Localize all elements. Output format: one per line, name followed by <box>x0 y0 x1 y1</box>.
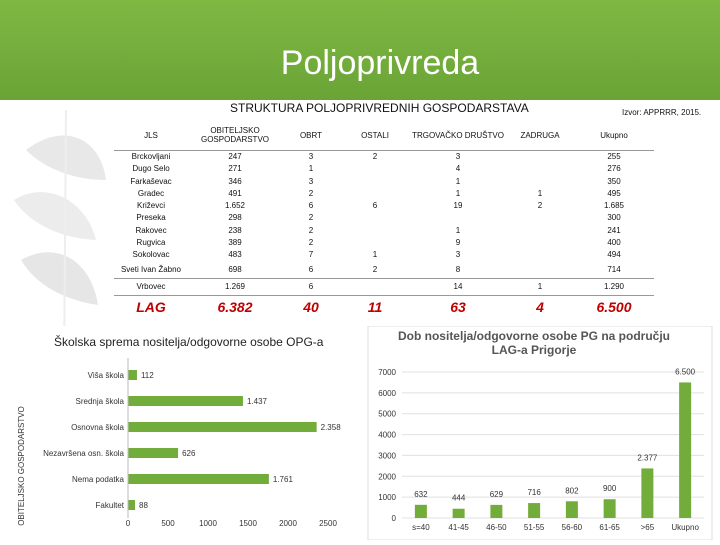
table-cell: 491 <box>228 188 242 198</box>
table-cell <box>506 163 574 175</box>
table-cell: 238 <box>228 225 242 235</box>
table-cell: 255 <box>607 152 621 161</box>
table-cell <box>340 176 410 188</box>
cell-jls: Dugo Selo <box>132 164 170 174</box>
category-label: 41-45 <box>448 523 469 532</box>
data-label: 632 <box>414 489 428 499</box>
table-cell: 1 <box>537 188 543 198</box>
table-row <box>114 200 654 212</box>
tick-label: 500 <box>161 519 175 528</box>
header-jls: JLS <box>114 120 188 151</box>
table-cell <box>340 278 410 295</box>
tick-label: 6000 <box>378 388 396 398</box>
table-cell <box>340 188 410 200</box>
cell-jls: Vrbovec <box>114 278 188 295</box>
category-label: Nezavršena osn. škola <box>43 449 124 458</box>
table-cell: 1 <box>308 164 314 174</box>
bar <box>604 499 616 518</box>
data-label: 444 <box>451 493 466 503</box>
table-cell: 6 <box>372 201 378 211</box>
table-cell <box>506 212 574 224</box>
bar <box>679 382 691 518</box>
total-cell: 6.382 <box>217 298 253 315</box>
table-cell: 241 <box>607 225 621 235</box>
table-cell: 3 <box>455 250 461 260</box>
table-cell: 6 <box>282 278 340 295</box>
table-cell: 271 <box>228 164 242 174</box>
category-label: Viša škola <box>87 371 124 380</box>
tick-label: 2500 <box>319 519 337 528</box>
chart-background <box>8 326 364 540</box>
total-cell: 63 <box>450 298 466 315</box>
header-obrt: OBRT <box>282 120 340 151</box>
table-cell <box>506 176 574 188</box>
structure-table-title: STRUKTURA POLJOPRIVREDNIH GOSPODARSTAVA <box>230 101 529 115</box>
tick-label: 1000 <box>199 519 217 528</box>
cell-jls: Farkaševac <box>130 176 172 186</box>
table-cell <box>506 237 574 249</box>
data-label: 1.437 <box>246 397 267 406</box>
table-cell: 1 <box>372 250 378 260</box>
data-label: 88 <box>139 501 148 510</box>
bar <box>128 474 269 484</box>
data-label: 2.358 <box>320 423 341 432</box>
table-cell: 714 <box>574 262 654 279</box>
bar <box>128 396 243 406</box>
header-ostali: OSTALI <box>340 120 410 151</box>
table-cell <box>340 237 410 249</box>
tick-label: 0 <box>125 519 131 528</box>
tick-label: 1500 <box>239 519 257 528</box>
table-cell: 7 <box>308 250 314 260</box>
total-cell: 11 <box>367 298 383 315</box>
data-label: 1.761 <box>272 475 293 484</box>
table-cell: 2 <box>372 152 378 161</box>
category-label: Nema podatka <box>71 475 124 484</box>
tick-label: 4000 <box>378 430 396 440</box>
table-cell: 1.685 <box>603 201 625 211</box>
table-cell <box>340 163 410 175</box>
bar <box>128 370 137 380</box>
bar <box>128 448 178 458</box>
table-cell <box>506 151 574 164</box>
chart-title-line2: LAG-a Prigorje <box>491 343 577 357</box>
chart-title: Dob nositelja/odgovorne osobe PG na području <box>397 329 671 343</box>
table-row <box>114 212 654 224</box>
data-label: 629 <box>489 489 504 499</box>
table-cell: 2 <box>308 188 314 198</box>
table-cell: 1.652 <box>224 201 246 211</box>
bar <box>641 468 653 518</box>
category-label: 51-55 <box>523 523 545 532</box>
table-cell <box>340 212 410 224</box>
table-cell <box>340 225 410 237</box>
header-trgovacko: TRGOVAČKO DRUŠTVO <box>410 120 506 151</box>
category-label: 46-50 <box>486 523 507 532</box>
table-total-row <box>114 295 654 318</box>
table-cell: 698 <box>188 262 282 279</box>
cell-jls: Sveti Ivan Žabno <box>114 262 188 279</box>
bar <box>566 501 578 518</box>
education-chart-svg <box>8 326 364 540</box>
table-cell <box>506 262 574 279</box>
table-cell: 400 <box>607 238 621 248</box>
slide-title: Poljoprivreda <box>280 44 480 82</box>
structure-table <box>114 120 654 318</box>
table-cell: 247 <box>228 152 242 161</box>
data-label: 900 <box>602 484 617 494</box>
category-label: >65 <box>640 523 655 532</box>
table-cell: 1 <box>506 278 574 295</box>
chart-title: Školska sprema nositelja/odgovorne osobe OPG-a <box>54 335 324 349</box>
table-cell: 389 <box>228 238 242 248</box>
total-cell: 4 <box>536 298 544 315</box>
table-cell: 1.269 <box>188 278 282 295</box>
table-cell: 1 <box>455 176 461 186</box>
category-label: Fakultet <box>95 501 124 510</box>
cell-jls: Rakovec <box>135 225 167 235</box>
table-cell: 8 <box>410 262 506 279</box>
header-zadruga: ZADRUGA <box>506 120 574 151</box>
cell-jls: Preseka <box>136 213 166 223</box>
table-row <box>114 278 654 295</box>
cell-jls: Brckovljani <box>131 152 171 161</box>
bar <box>453 509 465 518</box>
table-row <box>114 151 654 164</box>
table-cell: 6 <box>282 262 340 279</box>
cell-jls: Križevci <box>136 201 165 211</box>
table-row <box>114 237 654 249</box>
bar <box>528 503 540 518</box>
table-cell: 3 <box>455 152 461 161</box>
table-cell: 350 <box>607 176 621 186</box>
data-label: 112 <box>140 371 154 380</box>
header-ukupno: Ukupno <box>574 120 654 151</box>
data-label: 6.500 <box>675 367 696 377</box>
header-obiteljsko: OBITELJSKO GOSPODARSTVO <box>188 120 282 151</box>
category-label: 56-60 <box>561 523 583 532</box>
table-cell: 6 <box>308 201 314 211</box>
bar <box>128 422 317 432</box>
tick-label: 3000 <box>378 451 396 461</box>
table-cell: 3 <box>308 152 314 161</box>
table-cell: 276 <box>607 164 621 174</box>
cell-jls: Rugvica <box>136 238 166 248</box>
table-cell: 2 <box>308 213 314 223</box>
table-cell: 4 <box>455 164 461 174</box>
tick-label: 2000 <box>378 472 396 482</box>
table-cell: 3 <box>308 176 314 186</box>
education-chart <box>8 326 364 540</box>
table-row <box>114 249 654 261</box>
total-cell: 6.500 <box>596 298 632 315</box>
table-cell: 14 <box>410 278 506 295</box>
total-cell: LAG <box>136 298 166 315</box>
table-cell: 300 <box>607 213 621 223</box>
category-label: Ukupno <box>671 523 699 532</box>
tick-label: 0 <box>391 514 396 523</box>
table-cell: 19 <box>453 201 463 211</box>
table-cell: 483 <box>228 250 242 260</box>
table-cell: 2 <box>308 238 314 248</box>
data-label: 802 <box>565 486 579 496</box>
category-label: Srednja škola <box>75 397 124 406</box>
tick-label: 5000 <box>378 409 396 419</box>
bar <box>415 505 427 518</box>
table-cell: 494 <box>607 250 621 260</box>
tick-label: 2000 <box>279 519 297 528</box>
cell-jls: Gradec <box>137 188 165 198</box>
tick-label: 7000 <box>378 368 396 377</box>
bar <box>490 505 502 518</box>
category-label: Osnovna škola <box>71 423 124 432</box>
data-label: 626 <box>182 449 196 458</box>
table-cell: 298 <box>228 213 242 223</box>
table-cell: 2 <box>340 262 410 279</box>
table-cell: 1 <box>455 225 461 235</box>
table-cell: 9 <box>455 238 461 248</box>
table-row <box>114 163 654 175</box>
table-cell: 346 <box>228 176 242 186</box>
table-header-row <box>114 120 654 151</box>
table-row <box>114 176 654 188</box>
source-note: Izvor: APPRRR, 2015. <box>622 108 702 117</box>
cell-jls: Sokolovac <box>132 250 170 260</box>
table-cell <box>506 225 574 237</box>
category-label: s=40 <box>412 523 430 532</box>
table-row <box>114 262 654 279</box>
y-axis-label: OBITELJSKO GOSPODARSTVO <box>17 406 26 526</box>
table-cell: 1 <box>455 188 461 198</box>
age-chart <box>364 326 714 540</box>
table-cell <box>506 249 574 261</box>
data-label: 2.377 <box>637 453 658 463</box>
age-chart-svg <box>364 326 714 540</box>
bar <box>128 500 135 510</box>
category-label: 61-65 <box>599 523 620 532</box>
data-label: 716 <box>527 488 541 498</box>
total-cell: 40 <box>303 298 319 315</box>
table-cell: 495 <box>607 188 621 198</box>
table-row <box>114 225 654 237</box>
table-cell: 1.290 <box>574 278 654 295</box>
table-cell: 2 <box>308 225 314 235</box>
table-cell: 2 <box>537 201 543 211</box>
tick-label: 1000 <box>378 493 396 503</box>
table-row <box>114 188 654 200</box>
table-cell <box>410 212 506 224</box>
